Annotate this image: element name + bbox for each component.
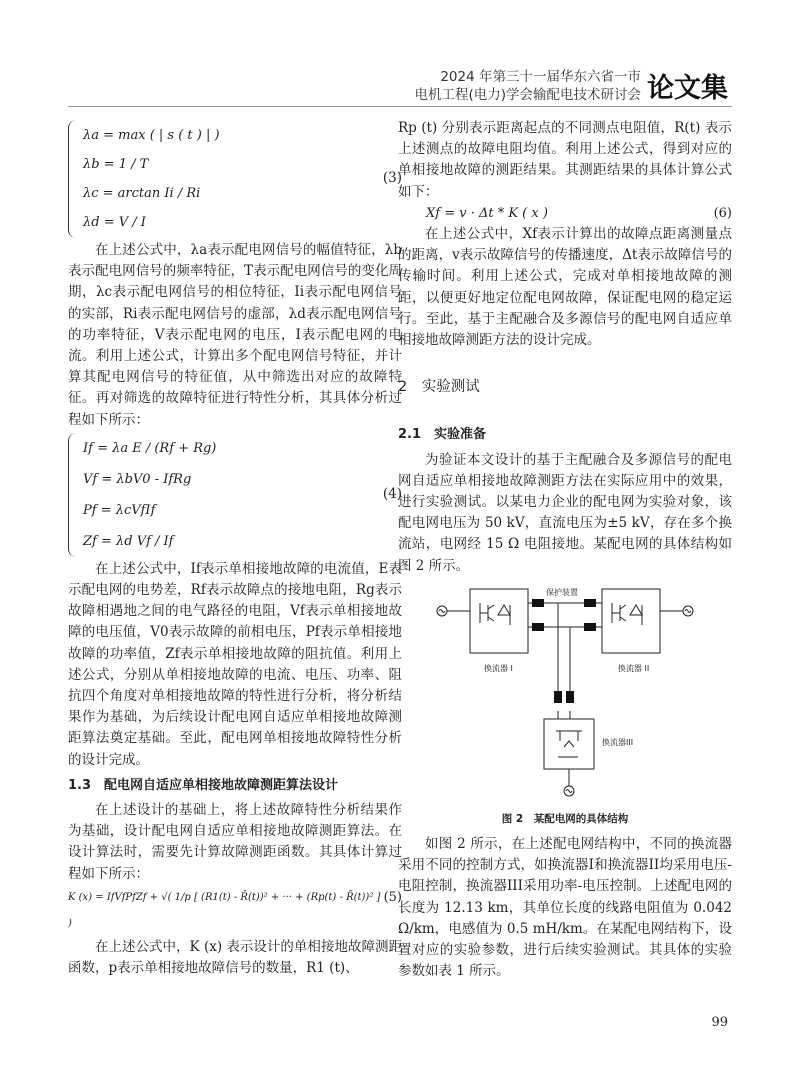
ac-wave-icon [439,609,445,612]
section-2-1-heading: 2.1 实验准备 [398,427,487,443]
protection-devices [532,599,596,703]
converter-1-box [470,589,528,653]
protection-block [554,691,562,703]
equation-3-number: (3) [382,170,402,187]
equation-brace [68,433,79,557]
label-protect: 保护装置 [546,587,578,597]
paragraph-3: 在上述设计的基础上，将上述故障特性分析结果作为基础，设计配电网自适应单相接地故障测距算法。在设计算法时，需要先计算故障测距函数。其具体计算过程如下所示： [68,802,402,882]
paragraph-7: 为验证本文设计的基于主配融合及多源信号的配电网自适应单相接地故障测距方法在实际应用中的效果，进行实验测试。以某电力企业的配电网为实验对象，该配电网电压为 50 kV，直流电压为±5 kV，存在多个换流站，电网经 15 Ω 电阻接地。某配电网的具体结构如图 2 所示。 [398,451,732,574]
right-column [398,118,732,982]
figure-2-diagram [398,581,732,807]
protection-block [584,623,596,631]
label-converter-3: 换流器III [602,737,634,747]
header-proceedings-label: 论文集 [647,73,728,104]
eq3-line-1: λa = max ( | s ( t ) | ) [83,128,220,143]
equation-4-lines [83,433,362,557]
protection-block [566,691,574,703]
eq3-line-3: λc = arctan Ii / Ri [83,186,201,201]
eq3-line-2: λb = 1 / T [83,157,149,172]
protection-block [532,623,544,631]
igbt-icon [480,603,510,625]
left-column [68,118,402,979]
figure-2-caption: 图 2 某配电网的具体结构 [501,812,629,825]
equation-5-number: (5) [383,889,402,905]
eq4-line-2: Vf = λbV0 - IfRg [83,471,192,487]
section-1-3-heading: 1.3 配电网自适应单相接地故障测距算法设计 [68,777,339,793]
igbt-icon [556,731,582,757]
label-converter-1: 换流器 I [484,663,513,673]
ac-wave-icon [566,789,572,792]
paragraph-2: 在上述公式中，If表示单相接地故障的电流值，E表示配电网的电势差，Rf表示故障点的接地电阻，Rg表示故障相遇地之间的电气路径的电阻，Vf表示单相接地故障的电压值，V0表示故障的前相电压，Pf表示单相接地故障的功率值，Zf表示单相接地故障的阻抗值。利用上述公式，分别从单相接地故障的电流、电压、功率、阻抗四个角度对单相接地故障的特性进行分析，将分析结果作为基础，为后续设计配电网自适应单相接地故障测距算法奠定基础。至此，配电网单相接地故障特性分析的设计完成。 [68,560,402,768]
protection-block [532,599,544,607]
igbt-icon [612,603,642,625]
equation-brace [68,120,79,238]
network-diagram [398,581,732,807]
paragraph-4: 在上述公式中，K (x) 表示设计的单相接地故障测距函数，p表示单相接地故障信号的数量，R1 (t)、 [68,938,402,977]
equation-6-number: (6) [713,205,732,221]
paragraph-1: 在上述公式中，λa表示配电网信号的幅值特征，λb表示配电网信号的频率特征，T表示配电网信号的变化周期，λc表示配电网信号的相位特征，Ii表示配电网信号的实部，Ri表示配电网信号的虚部，λd表示配电网信号的功率特征，V表示配电网的电压，I表示配电网的电流。利用上述公式，计算出多个配电网信号特征，并计算其配电网信号的特征值，从中筛选出对应的故障特征。再对筛选的故障特征进行特性分析，其具体分析过程如下所示： [68,242,402,428]
header-line-1: 2024 年第三十一届华东六省一市 [440,68,641,85]
equation-5 [68,885,402,937]
paragraph-6: 在上述公式中，Xf表示计算出的故障点距离测量点的距离，v表示故障信号的传播速度，Δt表示故障信号的传输时间。利用上述公式，完成对单相接地故障的测距，以便更好地定位配电网故障，保证配电网的稳定运行。至此，基于主配融合及多源信号的配电网自适应单相接地故障测距方法的设计完成。 [398,226,732,349]
equation-4-number: (4) [382,486,402,503]
protection-block [584,599,596,607]
equation-3 [68,120,402,238]
header-rule [68,106,732,107]
eq4-line-1: If = λa E / (Rf + Rg) [83,440,217,456]
section-2-heading: 2 实验测试 [398,379,480,396]
header-line-2: 电机工程(电力)学会输配电技术研讨会 [414,86,641,103]
equation-4 [68,433,402,557]
ac-wave-icon [685,609,691,612]
equation-6-body: Xf = v · Δt * K ( x ) [426,205,548,221]
equation-5-body: K (x) = IfVfPfZf + √( 1/p [ (R1(t) - R̄(t))² + ··· + (Rp(t) - R̄(t))² ] ) [68,891,381,929]
equation-6 [398,203,732,224]
paragraph-5: Rp (t) 分别表示距离起点的不同测点电阻值，R(t) 表示上述测点的故障电阻均值。利用上述公式，得到对应的单相接地故障的测距结果。其测距结果的具体计算公式如下： [398,120,732,200]
header-text [414,68,641,104]
label-converter-2: 换流器 II [618,663,650,673]
running-header [414,66,728,105]
page-number: 99 [711,1015,728,1030]
paragraph-8: 如图 2 所示，在上述配电网结构中，不同的换流器采用不同的控制方式，如换流器I和换流器II均采用电压-电阻控制，换流器III采用功率-电压控制。上述配电网的长度为 12.13 km，其单位长度的线路电阻值为 0.042 Ω/km，电感值为 0.5 mH/km。在某配电网结构下，设置对应的实验参数，进行后续实验测试。其具体的实验参数如表 1 所示。 [398,836,732,980]
eq4-line-3: Pf = λcVfIf [83,502,156,518]
eq4-line-4: Zf = λd Vf / If [83,533,174,549]
equation-3-lines [83,121,362,237]
converter-2-box [602,589,660,653]
eq3-line-4: λd = V / I [83,215,146,230]
converter-3-box [544,719,594,769]
